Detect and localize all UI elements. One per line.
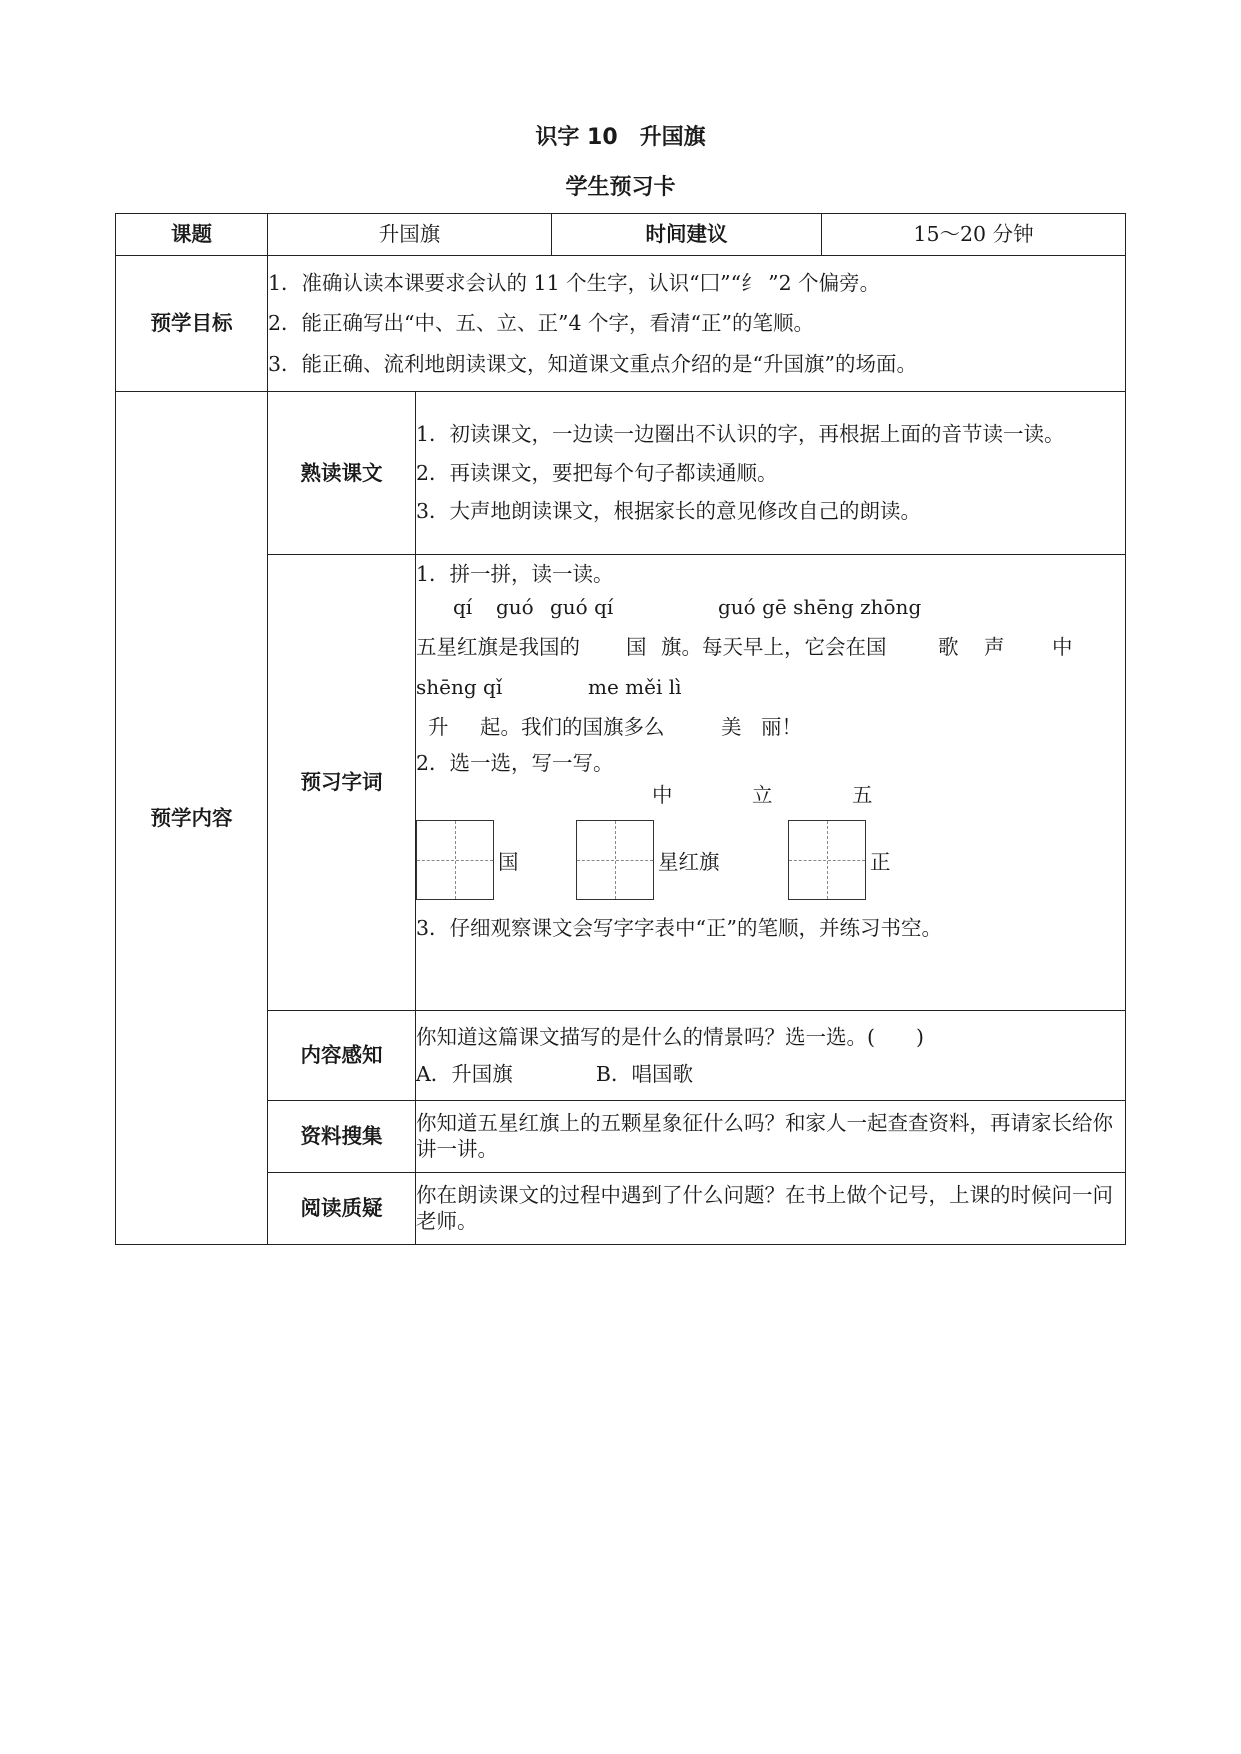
text-line-1 xyxy=(416,628,1125,668)
preview-card-table xyxy=(115,213,1126,1245)
time-value: 15～20 分钟 xyxy=(822,214,1126,256)
text-segment: 歌 xyxy=(938,634,959,659)
words-row xyxy=(116,555,1126,1011)
goal-item: 2．能正确写出“中、五、立、正”4 个字，看清“正”的笔顺。 xyxy=(268,311,815,336)
text-segment: 起。我们的国旗多么 xyxy=(480,714,665,739)
text-segment: 旗。每天早上，它会在国 xyxy=(661,634,887,659)
page-title: 识字 10 升国旗 xyxy=(535,125,706,150)
pinyin: shēng qǐ xyxy=(416,674,503,699)
questions-row xyxy=(116,1173,1126,1245)
words-item-1: 1．拼一拼，读一读。 xyxy=(416,562,614,586)
blank-suffix: 国 xyxy=(498,850,519,875)
text-segment: 升 xyxy=(428,714,449,739)
reading-row xyxy=(116,392,1126,555)
content-label: 预学内容 xyxy=(116,392,268,1245)
words-item-2: 2．选一选，写一写。 xyxy=(416,750,614,775)
pinyin: guó xyxy=(496,594,534,619)
research-label: 资料搜集 xyxy=(268,1101,416,1173)
questions-text: 你在朗读课文的过程中遇到了什么问题？在书上做个记号，上课的时候问一问老师。 xyxy=(416,1173,1126,1245)
goal-item: 3．能正确、流利地朗读课文，知道课文重点介绍的是“升国旗”的场面。 xyxy=(268,351,918,376)
pinyin: guó qí xyxy=(550,594,614,619)
questions-label: 阅读质疑 xyxy=(268,1173,416,1245)
text-segment: 五星红旗是我国的 xyxy=(416,634,580,659)
words-label: 预习字词 xyxy=(268,555,416,1011)
pinyin-line-2 xyxy=(416,668,1125,708)
topic-value: 升国旗 xyxy=(268,214,552,256)
writing-grid-box[interactable] xyxy=(416,820,494,900)
goals-label: 预学目标 xyxy=(116,256,268,392)
choice-option: 五 xyxy=(852,783,873,808)
reading-item: 3．大声地朗读课文，根据家长的意见修改自己的朗读。 xyxy=(416,499,922,524)
words-item-3: 3．仔细观察课文会写字字表中“正”的笔顺，并练习书空。 xyxy=(416,916,943,941)
writing-grid-box[interactable] xyxy=(576,820,654,900)
text-segment: 声 xyxy=(984,634,1005,659)
perception-row xyxy=(116,1011,1126,1101)
topic-label: 课题 xyxy=(116,214,268,256)
time-label: 时间建议 xyxy=(552,214,822,256)
choice-option: 中 xyxy=(652,783,673,808)
blank-suffix: 正 xyxy=(870,850,891,875)
words-content xyxy=(416,555,1126,1011)
pinyin: guó gē shēng zhōng xyxy=(718,594,922,619)
reading-content xyxy=(416,392,1126,555)
option-b: B．唱国歌 xyxy=(595,1061,693,1086)
research-row xyxy=(116,1101,1126,1173)
goals-row xyxy=(116,256,1126,392)
header-row xyxy=(116,214,1126,256)
goals-content xyxy=(268,256,1126,392)
blank-suffix: 星红旗 xyxy=(658,850,720,875)
research-text: 你知道五星红旗上的五颗星象征什么吗？和家人一起查查资料，再请家长给你讲一讲。 xyxy=(416,1101,1126,1173)
option-a: A．升国旗 xyxy=(416,1061,513,1086)
perception-question: 你知道这篇课文描写的是什么的情景吗？选一选。( ) xyxy=(416,1024,924,1049)
writing-grid-row xyxy=(416,814,1125,909)
page-subtitle: 学生预习卡 xyxy=(565,175,676,200)
reading-item: 1．初读课文，一边读一边圈出不认识的字，再根据上面的音节读一读。 xyxy=(416,422,1065,447)
text-segment: 美 xyxy=(721,714,742,739)
choice-option: 立 xyxy=(752,783,773,808)
reading-item: 2．再读课文，要把每个句子都读通顺。 xyxy=(416,460,778,485)
perception-label: 内容感知 xyxy=(268,1011,416,1101)
writing-grid-box[interactable] xyxy=(788,820,866,900)
text-line-2 xyxy=(416,708,1125,748)
text-segment: 丽！ xyxy=(761,714,802,739)
text-segment: 中 xyxy=(1052,634,1073,659)
goal-item: 1．准确认读本课要求会认的 11 个生字，认识“囗”“纟 ”2 个偏旁。 xyxy=(268,270,881,295)
pinyin: qí xyxy=(453,594,473,619)
pinyin: me měi lì xyxy=(588,674,682,699)
text-segment: 国 xyxy=(626,634,647,659)
perception-content xyxy=(416,1011,1126,1101)
choice-options xyxy=(416,776,1125,814)
pinyin-line-1 xyxy=(416,588,1125,628)
reading-label: 熟读课文 xyxy=(268,392,416,555)
